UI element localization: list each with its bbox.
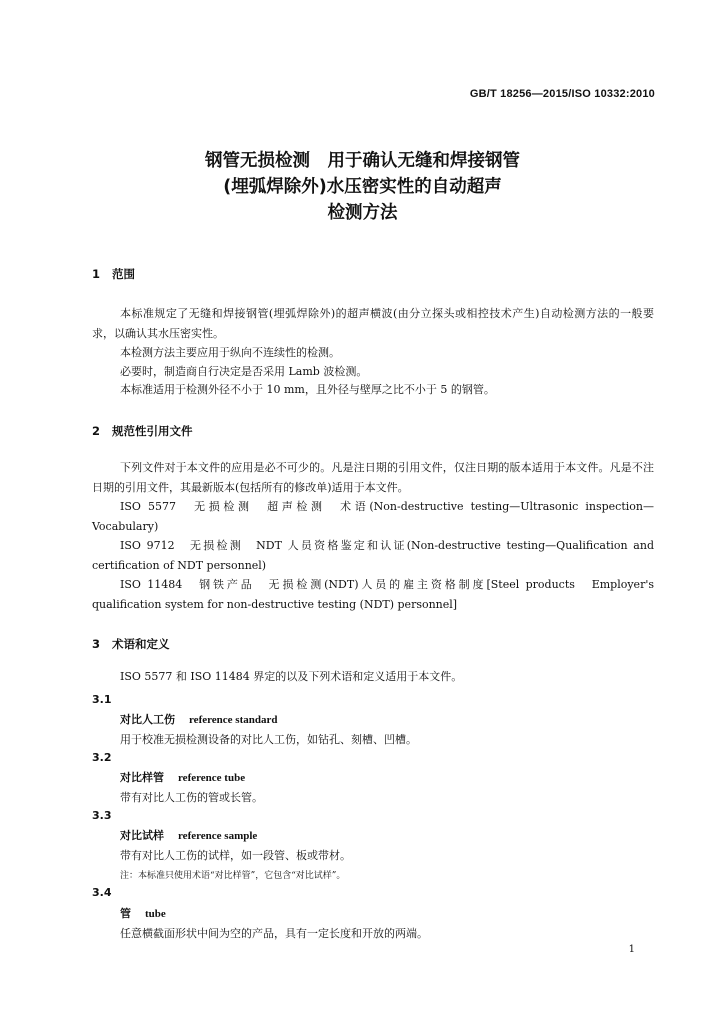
section-1-para-1: 本标准规定了无缝和焊接钢管(埋弧焊除外)的超声横波(由分立探头或相控技术产生)自动检测方法的一般要求，以确认其水压密实性。 (92, 307, 654, 340)
section-3-intro: ISO 5577 和 ISO 11484 界定的以及下列术语和定义适用于本文件。 (120, 670, 463, 683)
section-number: 2 (92, 424, 101, 438)
section-number: 3 (92, 637, 101, 651)
term-3-1-definition: 用于校准无损检测设备的对比人工伤，如钻孔、刻槽、凹槽。 (120, 733, 417, 746)
clause-3-4-number: 3.4 (92, 886, 112, 899)
section-1-para-3: 必要时，制造商自行决定是否采用 Lamb 波检测。 (120, 365, 368, 378)
term-3-3-note: 注：本标准只使用术语“对比样管”，它包含“对比试样”。 (120, 871, 346, 881)
section-number: 1 (92, 267, 101, 281)
term-en: tube (145, 908, 166, 920)
title-line-2: (埋弧焊除外)水压密实性的自动超声 (223, 177, 502, 197)
clause-3-1-number: 3.1 (92, 693, 112, 706)
term-en: reference sample (178, 830, 258, 842)
clause-3-3-number: 3.3 (92, 809, 112, 822)
document-title (0, 148, 725, 226)
term-cn: 对比试样 (120, 829, 164, 842)
title-line-3: 检测方法 (327, 203, 398, 223)
section-3-heading (92, 636, 170, 652)
reference-iso-9712: ISO 9712 无损检测 NDT 人员资格鉴定和认证(Non-destructive testing—Qualification and certification of NDT personnel) (92, 539, 654, 572)
section-title: 范围 (112, 267, 135, 281)
term-3-1 (120, 711, 278, 727)
standard-code: GB/T 18256—2015/ISO 10332:2010 (469, 88, 655, 100)
title-line-1: 钢管无损检测 用于确认无缝和焊接钢管 (205, 151, 520, 171)
section-title: 术语和定义 (112, 637, 170, 651)
term-3-2 (120, 769, 245, 785)
section-1-heading (92, 266, 135, 282)
term-3-4 (120, 905, 166, 921)
term-cn: 管 (120, 907, 131, 920)
section-2-heading (92, 423, 193, 439)
term-en: reference tube (178, 772, 246, 784)
term-3-3 (120, 827, 257, 843)
term-3-4-definition: 任意横截面形状中间为空的产品，具有一定长度和开放的两端。 (120, 927, 428, 940)
term-3-3-definition: 带有对比人工伤的试样，如一段管、板或带材。 (120, 849, 351, 862)
reference-iso-5577: ISO 5577 无损检测 超声检测 术语(Non-destructive testing—Ultrasonic inspection—Vocabulary) (92, 500, 654, 533)
term-cn: 对比人工伤 (120, 713, 175, 726)
page-number: 1 (628, 944, 635, 955)
section-title: 规范性引用文件 (112, 424, 193, 438)
clause-3-2-number: 3.2 (92, 751, 112, 764)
section-2-intro: 下列文件对于本文件的应用是必不可少的。凡是注日期的引用文件，仅注日期的版本适用于本文件。凡是不注日期的引用文件，其最新版本(包括所有的修改单)适用于本文件。 (92, 461, 654, 494)
reference-iso-11484: ISO 11484 钢铁产品 无损检测(NDT)人员的雇主资格制度[Steel products Employer's qualification system for non-destructive testing (NDT) personnel] (92, 578, 654, 611)
section-1-para-2: 本检测方法主要应用于纵向不连续性的检测。 (120, 346, 340, 359)
term-3-2-definition: 带有对比人工伤的管或长管。 (120, 791, 263, 804)
section-1-para-4: 本标准适用于检测外径不小于 10 mm，且外径与壁厚之比不小于 5 的钢管。 (120, 383, 495, 396)
term-cn: 对比样管 (120, 771, 164, 784)
term-en: reference standard (189, 714, 278, 726)
